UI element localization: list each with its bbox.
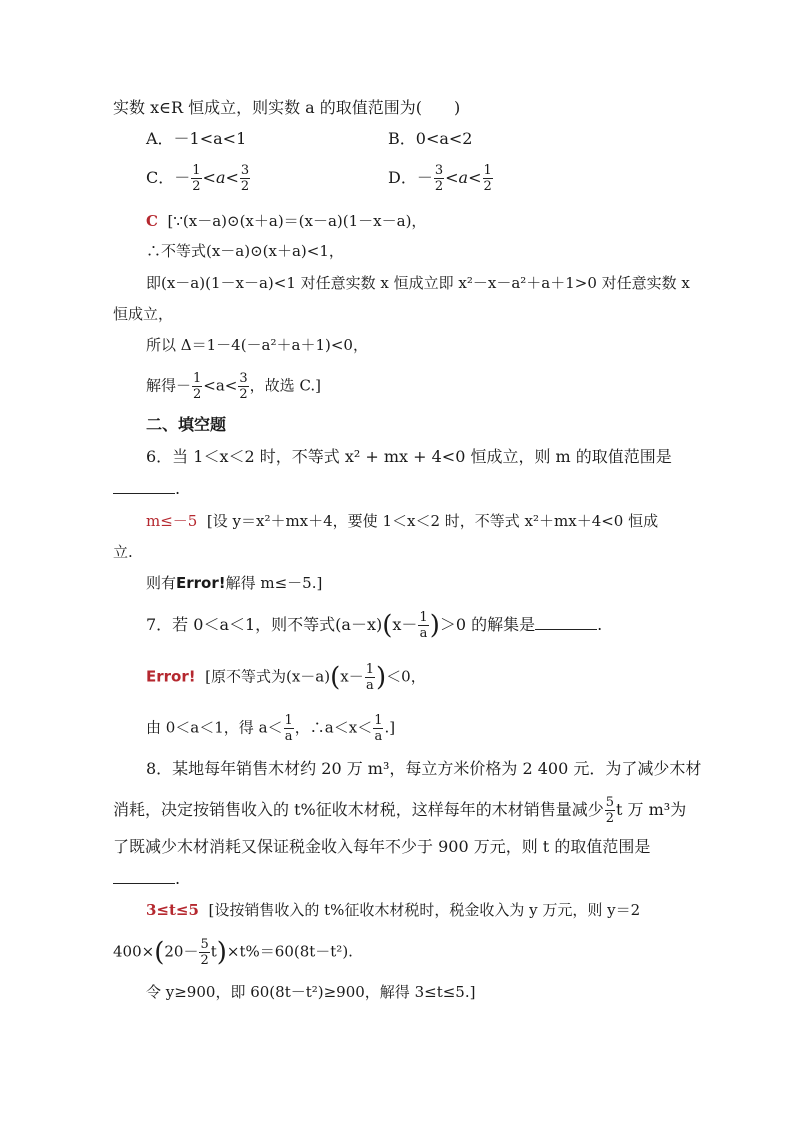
q5-option-d-label: D． bbox=[388, 168, 417, 187]
q5-option-b: B．0<a<2 bbox=[388, 129, 473, 148]
q7-solution-frac1: $\frac{1}{a}$ bbox=[284, 713, 293, 744]
q5-option-c-label: C． bbox=[146, 168, 175, 187]
q5-solution-line1: C [∵(x－a)⊙(x＋a)＝(x－a)(1－x－a)， bbox=[146, 212, 427, 230]
q5-option-d-frac2: $\frac{1}{2}$ bbox=[483, 163, 492, 194]
q7-solution-frac: $\frac{1}{a}$ bbox=[365, 662, 375, 693]
q8-solution-line2: 400×(20－ $\frac{5}{2}$ t)×t%＝60(8t－t²). bbox=[113, 937, 353, 968]
q8-line1: 8．某地每年销售木材约 20 万 m³，每立方米价格为 2 400 元．为了减少木材 bbox=[146, 759, 702, 778]
q8-solution-frac: $\frac{5}{2}$ bbox=[200, 937, 209, 968]
section-heading: 二、填空题 bbox=[146, 415, 227, 434]
q7-answer: Error! bbox=[146, 667, 196, 686]
q5-solution-frac1: $\frac{1}{2}$ bbox=[193, 371, 202, 402]
q6-solution-line3: 则有Error!解得 m≤－5.] bbox=[146, 574, 323, 592]
q5-solution-frac2: $\frac{3}{2}$ bbox=[239, 371, 248, 402]
q8-line2: 消耗，决定按销售收入的 t%征收木材税，这样每年的木材销售量减少 $\frac{5}{2}$ t 万 m³为 bbox=[113, 795, 687, 826]
q8-line3: 了既减少木材消耗又保证税金收入每年不少于 900 万元，则 t 的取值范围是 bbox=[113, 837, 651, 856]
q6-answer: m≤－5 bbox=[146, 512, 198, 530]
q8-solution-line3: 令 y≥900，即 60(8t－t²)≥900，解得 3≤t≤5.] bbox=[146, 983, 476, 1001]
q5-solution-line6: 解得－ $\frac{1}{2}$ <a< $\frac{3}{2}$ ，故选 C.] bbox=[146, 371, 322, 402]
q6-blank-line: . bbox=[113, 478, 180, 500]
q5-stem: 实数 x∈R 恒成立，则实数 a 的取值范围为( ) bbox=[113, 98, 461, 117]
q5-solution-line2: ∴不等式(x－a)⊙(x＋a)<1， bbox=[146, 242, 344, 260]
q6-solution-line1: m≤－5 [设 y＝x²＋mx＋4，要使 1＜x＜2 时，不等式 x²＋mx＋4<0 恒成 bbox=[146, 512, 659, 530]
q6-solution-line2: 立. bbox=[113, 543, 133, 561]
q7-stem-frac: $\frac{1}{a}$ bbox=[419, 610, 428, 641]
q5-option-c-frac1: $\frac{1}{2}$ bbox=[192, 163, 201, 194]
q8-frac: $\frac{5}{2}$ bbox=[605, 795, 615, 826]
q5-answer: C bbox=[146, 212, 158, 230]
q7-answer-blank bbox=[535, 615, 597, 630]
q7-solution-line1: Error! [原不等式为(x－a)(x－ $\frac{1}{a}$ )＜0， bbox=[146, 662, 426, 693]
q8-blank-line: . bbox=[113, 868, 180, 890]
q5-option-d-frac1: $\frac{3}{2}$ bbox=[434, 163, 444, 194]
q5-option-d: D．－ $\frac{3}{2}$ <a< $\frac{1}{2}$ bbox=[388, 163, 492, 194]
q8-answer: 3≤t≤5 bbox=[146, 901, 199, 919]
q6-error-text: Error! bbox=[176, 574, 226, 592]
q8-solution-line1: 3≤t≤5 [设按销售收入的 t%征收木材税时，税金收入为 y 万元，则 y＝2 bbox=[146, 901, 641, 919]
q7-solution-frac2: $\frac{1}{a}$ bbox=[374, 713, 383, 744]
q8-answer-blank bbox=[113, 869, 175, 884]
q7-stem: 7．若 0＜a＜1，则不等式(a－x)(x－ $\frac{1}{a}$ )＞0 的解集是 . bbox=[146, 610, 603, 641]
q5-solution-line3: 即(x－a)(1－x－a)<1 对任意实数 x 恒成立即 x²－x－a²＋a＋1>0 对任意实数 x bbox=[146, 274, 690, 292]
q7-solution-line2: 由 0＜a＜1，得 a＜ $\frac{1}{a}$ ，∴a＜x＜ $\frac{1}{a}$ .] bbox=[146, 713, 396, 744]
q5-option-c: C．－ $\frac{1}{2}$ <a< $\frac{3}{2}$ bbox=[146, 163, 250, 194]
q5-option-c-frac2: $\frac{3}{2}$ bbox=[240, 163, 250, 194]
q5-solution-line5: 所以 Δ＝1－4(－a²＋a＋1)<0， bbox=[146, 336, 368, 354]
q6-answer-blank bbox=[113, 479, 175, 494]
q6-stem: 6．当 1＜x＜2 时，不等式 x² + mx + 4<0 恒成立，则 m 的取值范围是 bbox=[146, 447, 672, 466]
q5-option-a: A．－1<a<1 bbox=[146, 129, 247, 148]
q5-solution-line4: 恒成立， bbox=[113, 305, 174, 323]
